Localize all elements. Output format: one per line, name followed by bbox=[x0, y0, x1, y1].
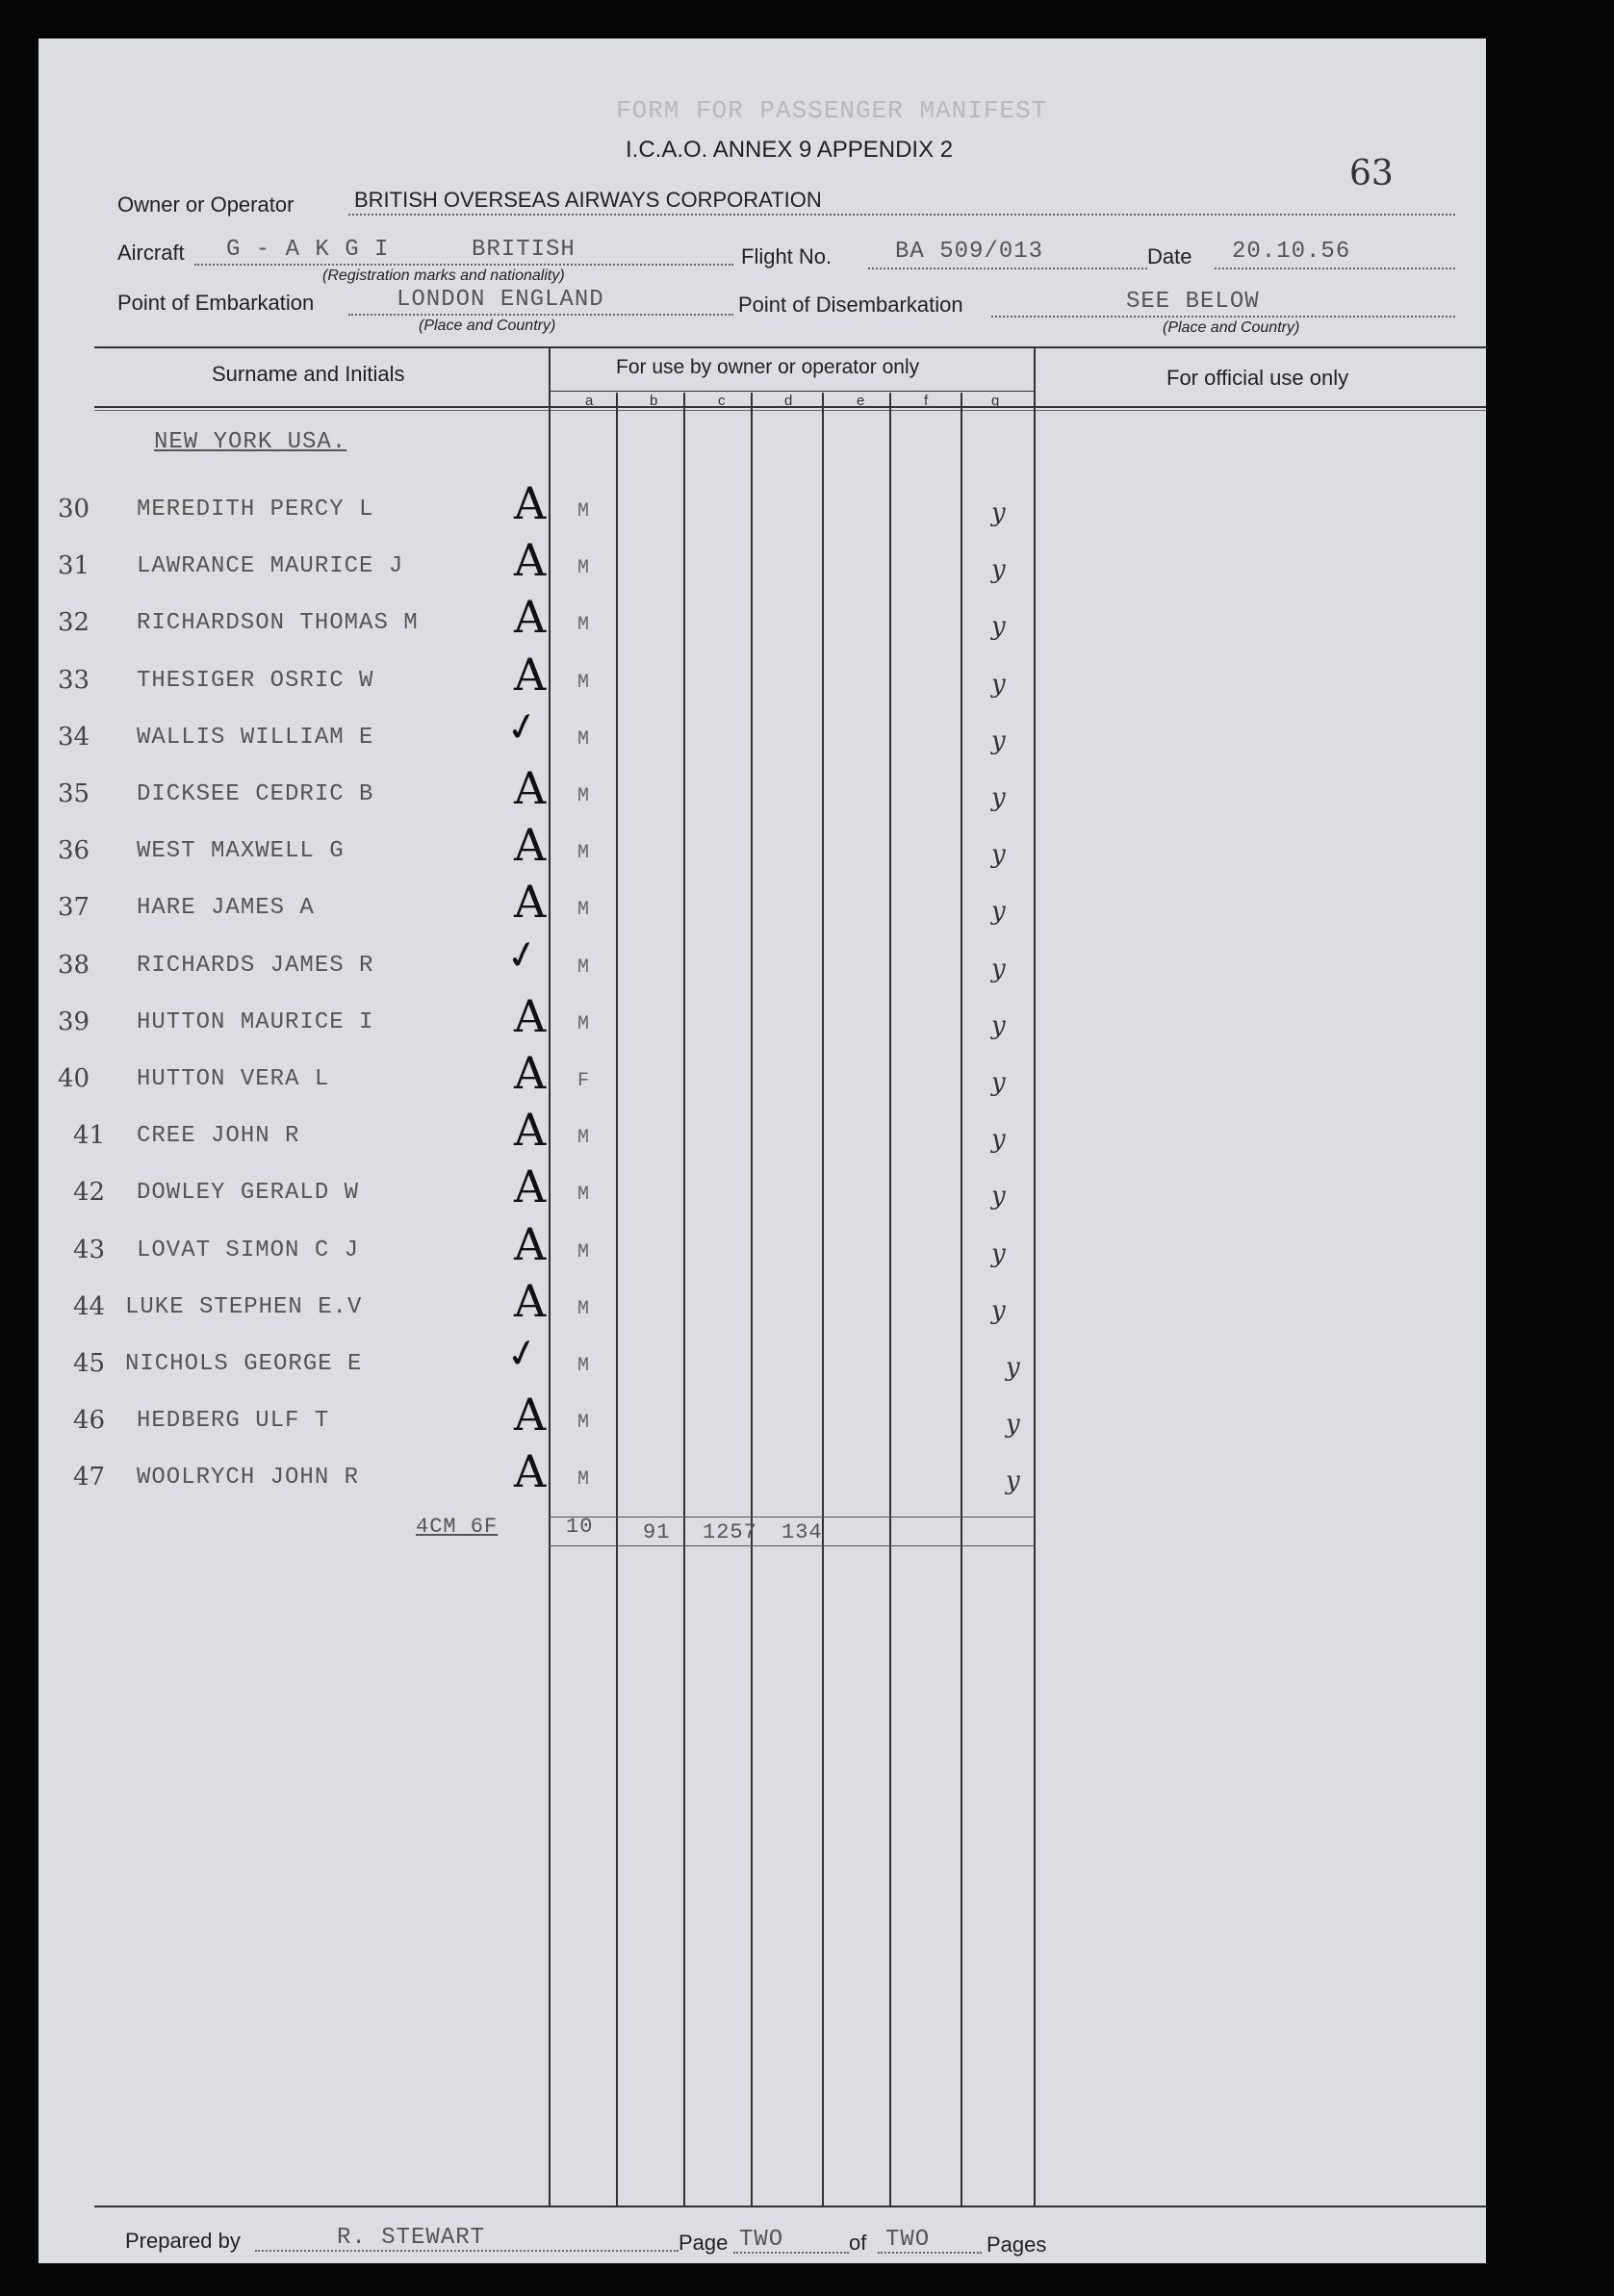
passenger-name: RICHARDSON THOMAS M bbox=[137, 610, 419, 636]
passenger-sex: M bbox=[577, 1298, 590, 1320]
row-number: 37 bbox=[58, 893, 90, 922]
row-number: 31 bbox=[58, 551, 90, 580]
passenger-sex: M bbox=[577, 500, 590, 523]
column-g-mark: y bbox=[991, 1239, 1006, 1268]
passenger-sex: M bbox=[577, 1355, 590, 1377]
check-mark: A bbox=[514, 990, 547, 1042]
row-number: 45 bbox=[73, 1349, 106, 1378]
totals-label: 4CM 6F bbox=[416, 1515, 499, 1539]
section-heading: NEW YORK USA. bbox=[154, 429, 347, 455]
name-column-rule bbox=[549, 348, 551, 2206]
row-number: 44 bbox=[73, 1292, 106, 1321]
aircraft-value: G - A K G I bbox=[226, 237, 390, 263]
row-number: 41 bbox=[73, 1121, 106, 1150]
column-g-mark: y bbox=[991, 1296, 1006, 1325]
passenger-name: DOWLEY GERALD W bbox=[137, 1180, 360, 1206]
disembark-label: Point of Disembarkation bbox=[738, 293, 963, 317]
check-mark: ✓ bbox=[501, 1329, 543, 1379]
check-mark: A bbox=[514, 649, 547, 701]
passenger-sex: M bbox=[577, 785, 590, 807]
row-number: 47 bbox=[73, 1463, 106, 1492]
registration-note: (Registration marks and nationality) bbox=[322, 268, 565, 284]
passenger-sex: M bbox=[577, 842, 590, 864]
row-number: 35 bbox=[58, 779, 90, 808]
row-number: 34 bbox=[58, 723, 90, 752]
flight-value: BA 509/013 bbox=[895, 239, 1044, 265]
total-c: 1257 bbox=[703, 1520, 757, 1544]
column-g-mark: y bbox=[991, 1068, 1006, 1097]
check-mark: A bbox=[514, 1047, 547, 1099]
column-letter-b: b bbox=[650, 393, 658, 409]
aircraft-label: Aircraft bbox=[117, 241, 185, 265]
check-mark: A bbox=[514, 1389, 547, 1441]
check-mark: A bbox=[514, 477, 547, 529]
row-number: 40 bbox=[58, 1064, 90, 1093]
prepared-value: R. STEWART bbox=[337, 2225, 486, 2251]
column-g-mark: y bbox=[991, 840, 1006, 869]
column-rule-a bbox=[616, 393, 618, 2206]
row-number: 46 bbox=[73, 1406, 106, 1435]
passenger-sex: M bbox=[577, 1412, 590, 1434]
embark-label: Point of Embarkation bbox=[117, 291, 315, 315]
column-rule-d bbox=[822, 393, 824, 2206]
aircraft-line bbox=[194, 264, 733, 266]
disembark-line bbox=[991, 316, 1455, 318]
row-number: 30 bbox=[58, 495, 90, 523]
row-number: 36 bbox=[58, 836, 90, 865]
owner-use-header: For use by owner or operator only bbox=[616, 356, 920, 378]
page-label: Page bbox=[679, 2231, 729, 2255]
flight-line bbox=[868, 268, 1147, 269]
column-g-mark: y bbox=[1006, 1410, 1020, 1439]
column-g-mark: y bbox=[991, 727, 1006, 755]
passenger-name: WOOLRYCH JOHN R bbox=[137, 1465, 360, 1491]
passenger-name: RICHARDS JAMES R bbox=[137, 953, 374, 979]
column-rule-b bbox=[683, 393, 685, 2206]
passenger-name: WEST MAXWELL G bbox=[137, 838, 345, 864]
footer-rule bbox=[94, 2206, 1486, 2207]
passenger-name: THESIGER OSRIC W bbox=[137, 668, 374, 694]
of-value: TWO bbox=[885, 2227, 931, 2253]
column-g-mark: y bbox=[991, 897, 1006, 926]
column-letter-a: a bbox=[585, 393, 594, 409]
passenger-name: DICKSEE CEDRIC B bbox=[137, 781, 374, 807]
subheader-rule bbox=[549, 391, 1034, 392]
passenger-name: WALLIS WILLIAM E bbox=[137, 725, 374, 751]
totals-top-rule bbox=[549, 1517, 1034, 1518]
owner-label: Owner or Operator bbox=[117, 192, 295, 217]
column-rule-c bbox=[751, 393, 753, 2206]
embark-note: (Place and Country) bbox=[419, 318, 556, 334]
check-mark: A bbox=[514, 1275, 547, 1327]
check-mark: A bbox=[514, 876, 547, 928]
column-g-mark: y bbox=[991, 1011, 1006, 1040]
row-number: 33 bbox=[58, 666, 90, 695]
column-letter-c: c bbox=[718, 393, 726, 409]
passenger-sex: M bbox=[577, 557, 590, 579]
total-d: 134 bbox=[781, 1520, 823, 1544]
row-number: 32 bbox=[58, 608, 90, 637]
flight-label: Flight No. bbox=[741, 244, 833, 268]
row-number: 38 bbox=[58, 951, 90, 980]
column-rule-e bbox=[889, 393, 891, 2206]
official-use-header: For official use only bbox=[1166, 366, 1349, 390]
table-top-rule bbox=[94, 346, 1486, 348]
check-mark: A bbox=[514, 1104, 547, 1156]
passenger-name: HUTTON MAURICE I bbox=[137, 1009, 374, 1035]
disembark-value: SEE BELOW bbox=[1126, 289, 1260, 315]
check-mark: ✓ bbox=[501, 702, 543, 753]
check-mark: A bbox=[514, 534, 547, 586]
row-number: 43 bbox=[73, 1236, 106, 1264]
column-g-mark: y bbox=[991, 955, 1006, 983]
passenger-name: HUTTON VERA L bbox=[137, 1066, 330, 1092]
manifest-sheet bbox=[38, 38, 1486, 2263]
passenger-name: HEDBERG ULF T bbox=[137, 1408, 330, 1434]
form-title: I.C.A.O. ANNEX 9 APPENDIX 2 bbox=[626, 137, 954, 163]
name-column-header: Surname and Initials bbox=[212, 362, 405, 386]
total-b: 91 bbox=[643, 1520, 671, 1544]
column-g-mark: y bbox=[991, 1182, 1006, 1211]
passenger-sex: M bbox=[577, 728, 590, 751]
passenger-sex: M bbox=[577, 672, 590, 694]
column-g-mark: y bbox=[991, 612, 1006, 641]
header-under-rule bbox=[94, 410, 1486, 411]
check-mark: A bbox=[514, 762, 547, 814]
page-value: TWO bbox=[739, 2227, 784, 2253]
embark-value: LONDON ENGLAND bbox=[397, 287, 604, 313]
row-number: 42 bbox=[73, 1178, 106, 1207]
check-mark: A bbox=[514, 1218, 547, 1270]
column-g-mark: y bbox=[1006, 1353, 1020, 1382]
column-g-mark: y bbox=[991, 670, 1006, 699]
passenger-name: LUKE STEPHEN E.V bbox=[125, 1294, 363, 1320]
passenger-sex: F bbox=[577, 1070, 590, 1092]
check-mark: A bbox=[514, 1161, 547, 1212]
passenger-sex: M bbox=[577, 957, 590, 979]
nationality-value: BRITISH bbox=[472, 237, 576, 263]
passenger-name: LOVAT SIMON C J bbox=[137, 1237, 360, 1263]
owner-line bbox=[348, 214, 1455, 216]
official-column-rule bbox=[1034, 348, 1036, 2206]
column-letter-e: e bbox=[857, 393, 865, 409]
passenger-sex: M bbox=[577, 899, 590, 921]
date-label: Date bbox=[1147, 244, 1192, 268]
column-g-mark: y bbox=[1006, 1467, 1020, 1495]
date-value: 20.10.56 bbox=[1232, 239, 1351, 265]
passenger-sex: M bbox=[577, 614, 590, 636]
passenger-sex: M bbox=[577, 1013, 590, 1035]
check-mark: A bbox=[514, 819, 547, 871]
column-letter-g: g bbox=[991, 393, 1000, 409]
column-g-mark: y bbox=[991, 783, 1006, 812]
faint-form-title: FORM FOR PASSENGER MANIFEST bbox=[616, 96, 1048, 125]
passenger-sex: M bbox=[577, 1127, 590, 1149]
column-g-mark: y bbox=[991, 555, 1006, 584]
passenger-name: NICHOLS GEORGE E bbox=[125, 1351, 363, 1377]
row-number: 39 bbox=[58, 1008, 90, 1036]
column-rule-f bbox=[961, 393, 962, 2206]
passenger-sex: M bbox=[577, 1468, 590, 1491]
pages-label: Pages bbox=[986, 2232, 1047, 2257]
passenger-sex: M bbox=[577, 1184, 590, 1206]
page-number: 63 bbox=[1349, 154, 1394, 193]
column-g-mark: y bbox=[991, 1125, 1006, 1154]
passenger-name: CREE JOHN R bbox=[137, 1123, 300, 1149]
passenger-name: MEREDITH PERCY L bbox=[137, 497, 374, 523]
totals-bottom-rule bbox=[549, 1545, 1034, 1546]
of-label: of bbox=[849, 2231, 867, 2255]
date-line bbox=[1215, 268, 1455, 269]
disembark-note: (Place and Country) bbox=[1163, 319, 1300, 336]
check-mark: A bbox=[514, 1445, 547, 1497]
embark-line bbox=[348, 314, 733, 316]
column-letter-d: d bbox=[784, 393, 793, 409]
column-g-mark: y bbox=[991, 498, 1006, 527]
owner-value: BRITISH OVERSEAS AIRWAYS CORPORATION bbox=[354, 188, 822, 212]
total-a: 10 bbox=[566, 1515, 594, 1539]
passenger-name: HARE JAMES A bbox=[137, 895, 315, 921]
check-mark: A bbox=[514, 591, 547, 643]
check-mark: ✓ bbox=[501, 931, 543, 981]
passenger-sex: M bbox=[577, 1241, 590, 1263]
passenger-name: LAWRANCE MAURICE J bbox=[137, 553, 404, 579]
prepared-label: Prepared by bbox=[125, 2229, 241, 2253]
column-letter-f: f bbox=[924, 393, 929, 409]
